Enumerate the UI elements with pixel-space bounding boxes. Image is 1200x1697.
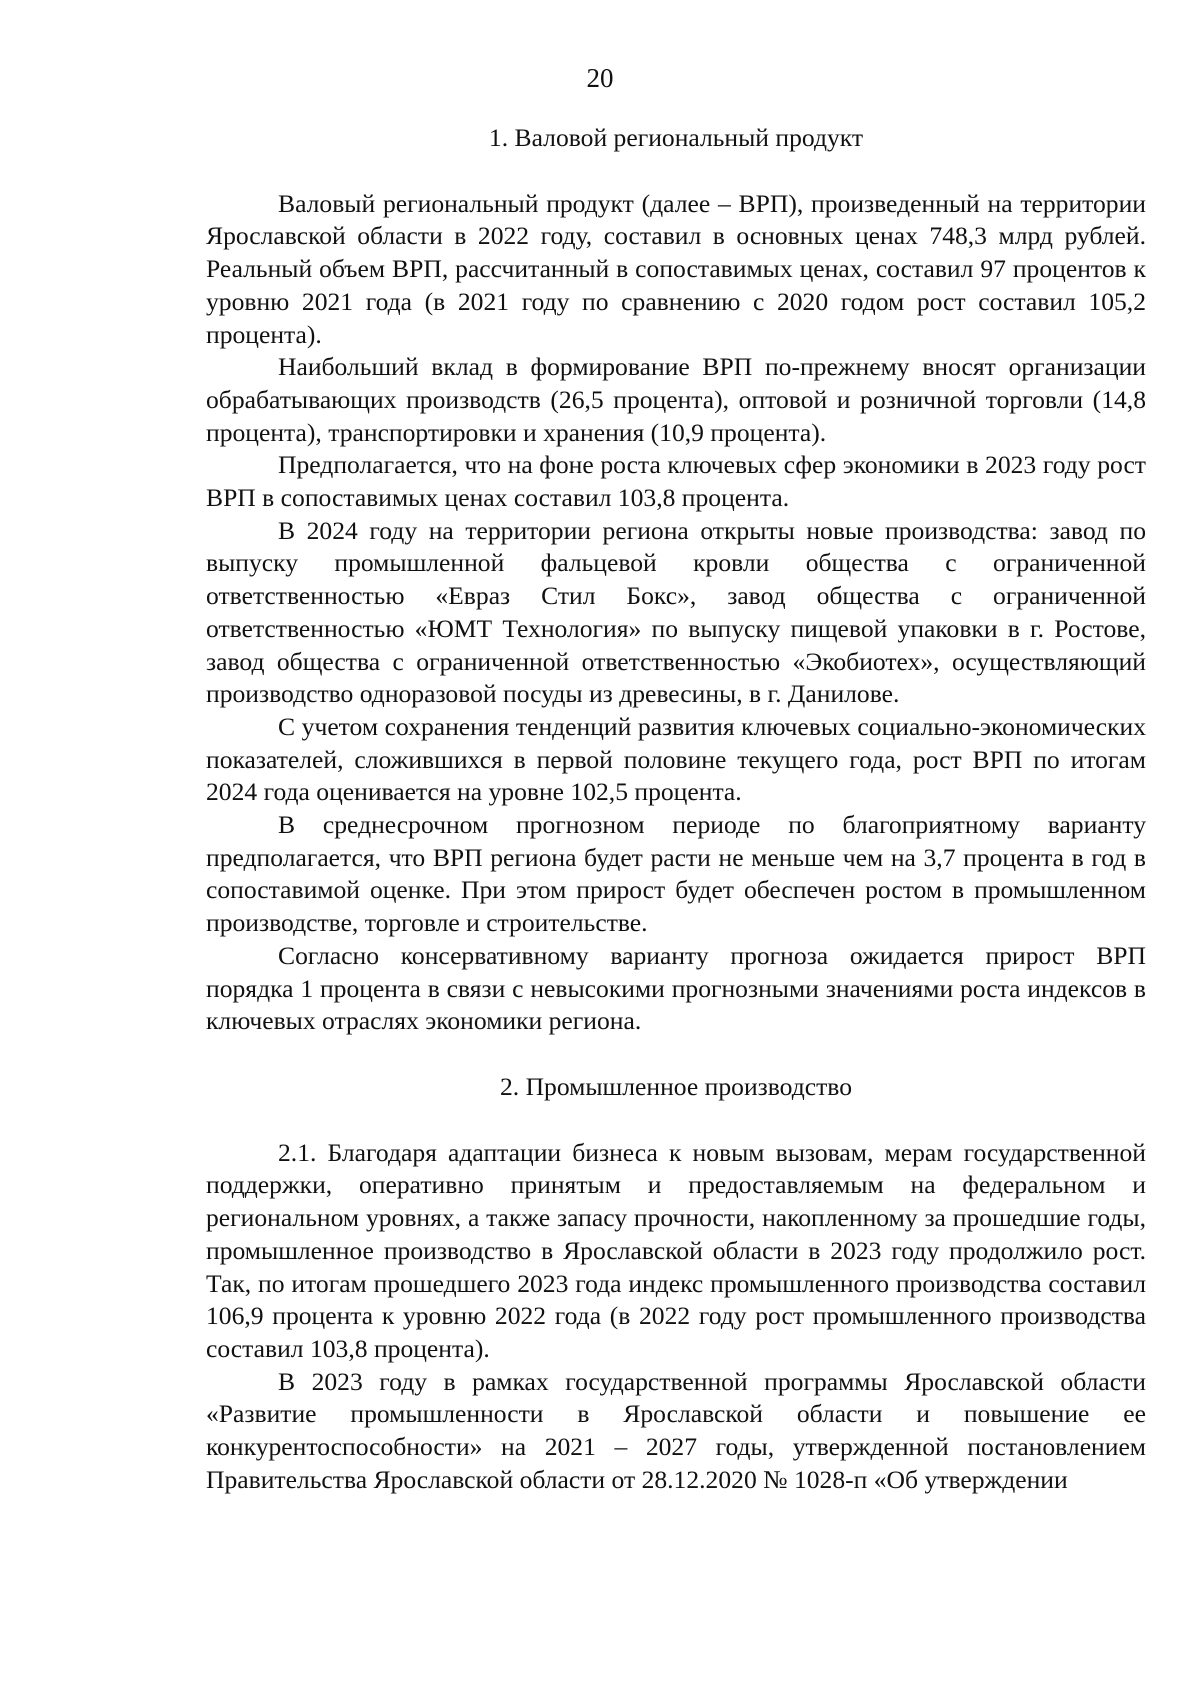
section-1-paragraph-2: Наибольший вклад в формирование ВРП по-прежнему вносят организации обрабатывающих производств (26,5 процента), оптовой и розничной торговли (14,8 процента), транспортировки и хранения (10,9 процента). xyxy=(206,352,1146,447)
section-1-paragraph-7: Согласно консервативному варианту прогноза ожидается прирост ВРП порядка 1 процента в связи с невысокими прогнозными значениями роста индексов в ключевых отраслях экономики региона. xyxy=(206,940,1146,1036)
document-body xyxy=(206,122,1146,1496)
section-1-paragraph-4: В 2024 году на территории региона открыты новые производства: завод по выпуску промышленной фальцевой кровли общества с ограниченной ответственностью «Евраз Стил Бокс», завод общества с ограниченной ответственностью «ЮМТ Технология» по выпуску пищевой упаковки в г. Ростове, завод общества с ограниченной ответственностью «Экобиотех», осуществляющий производство одноразовой посуды из древесины, в г. Данилове. xyxy=(206,515,1146,709)
section-2-heading: 2. Промышленное производство xyxy=(499,1071,852,1101)
section-1-paragraph-3: Предполагается, что на фоне роста ключевых сфер экономики в 2023 году рост ВРП в сопоставимых ценах составил 103,8 процента. xyxy=(206,450,1146,513)
section-1-heading: 1. Валовой региональный продукт xyxy=(488,123,864,152)
section-1-paragraph-6: В среднесрочном прогнозном периоде по благоприятному варианту предполагается, что ВРП региона будет расти не меньше чем на 3,7 процента в год в сопоставимой оценке. При этом прирост будет обеспечен ростом в промышленном производстве, торговле и строительстве. xyxy=(206,810,1146,938)
section-1-paragraph-5: С учетом сохранения тенденций развития ключевых социально-экономических показателей, сложившихся в первой половине текущего года, рост ВРП по итогам 2024 года оценивается на уровне 102,5 процента. xyxy=(206,711,1146,807)
section-1-paragraph-1: Валовый региональный продукт (далее – ВРП), произведенный на территории Ярославской области в 2022 году, составил в основных ценах 748,3 млрд рублей. Реальный объем ВРП, рассчитанный в сопоставимых ценах, составил 97 процентов к уровню 2021 года (в 2021 году по сравнению с 2020 годом рост составил 105,2 процента). xyxy=(206,188,1146,349)
section-2-paragraph-2: В 2023 году в рамках государственной программы Ярославской области «Развитие промышленности в Ярославской области и повышение ее конкурентоспособности» на 2021 – 2027 годы, утвержденной постановлением Правительства Ярославской области от 28.12.2020 № 1028-п «Об утверждении xyxy=(206,1366,1146,1494)
page-number: 20 xyxy=(586,63,614,93)
section-2-paragraph-1: 2.1. Благодаря адаптации бизнеса к новым вызовам, мерам государственной поддержки, оперативно принятым и предоставляемым на федеральном и региональном уровнях, а также запасу прочности, накопленному за прошедшие годы, промышленное производство в Ярославской области в 2023 году продолжило рост. Так, по итогам прошедшего 2023 года индекс промышленного производства составил 106,9 процента к уровню 2022 года (в 2022 году рост промышленного производства составил 103,8 процента). xyxy=(206,1137,1146,1363)
